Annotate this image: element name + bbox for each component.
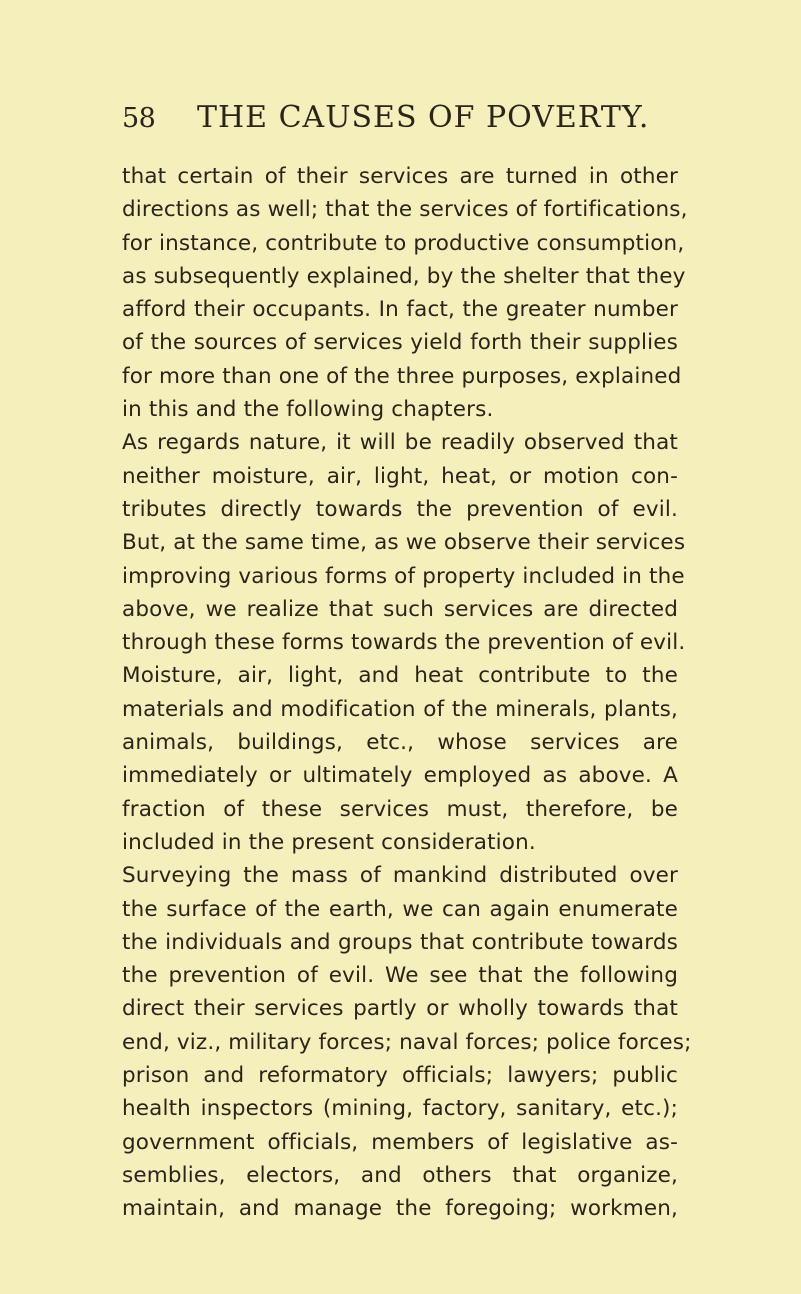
text-line: maintain, and manage the foregoing; workmen, (122, 1196, 678, 1222)
text-line: the prevention of evil. We see that the following (122, 963, 678, 989)
text-line: as subsequently explained, by the shelter that they (122, 263, 686, 289)
page-number: 58 (122, 103, 156, 134)
text-line: the individuals and groups that contribute towards (122, 929, 678, 955)
text-line: health inspectors (mining, factory, sanitary, etc.); (122, 1096, 678, 1122)
text-line: above, we realize that such services are directed (122, 596, 678, 622)
text-line: animals, buildings, etc., whose services are (122, 730, 678, 756)
text-line: But, at the same time, as we observe their services (122, 530, 686, 556)
text-line: fraction of these services must, therefore, be (122, 796, 678, 822)
text-line: immediately or ultimately employed as above. A (122, 763, 678, 789)
text-line: neither moisture, air, light, heat, or motion con- (122, 463, 678, 489)
text-line: directions as well; that the services of fortifications, (122, 197, 688, 223)
paragraph-start-line: Surveying the mass of mankind distributed over (122, 863, 678, 889)
text-line: for more than one of the three purposes, explained (122, 363, 682, 389)
text-line: materials and modification of the minerals, plants, (122, 696, 678, 722)
text-line: the surface of the earth, we can again enumerate (122, 896, 678, 922)
text-line: that certain of their services are turned in other (122, 164, 678, 189)
text-line: tributes directly towards the prevention of evil. (122, 496, 678, 522)
text-line: Moisture, air, light, and heat contribute to the (122, 663, 678, 689)
text-line: semblies, electors, and others that organize, (122, 1162, 678, 1188)
text-line: for instance, contribute to productive consumption, (122, 230, 685, 256)
text-line: end, viz., military forces; naval forces; police forces; (122, 1029, 692, 1055)
running-head: THE CAUSES OF POVERTY. (197, 100, 650, 135)
text-line: prison and reformatory officials; lawyers; public (122, 1063, 678, 1089)
text-line: improving various forms of property included in the (122, 563, 685, 589)
text-line: direct their services partly or wholly towards that (122, 996, 678, 1022)
text-line: in this and the following chapters. (122, 397, 494, 423)
text-line: included in the present consideration. (122, 829, 536, 855)
text-line: afford their occupants. In fact, the greater number (122, 297, 678, 323)
body-text (122, 160, 692, 1226)
text-line: of the sources of services yield forth their supplies (122, 330, 678, 356)
text-line: government officials, members of legislative as- (122, 1129, 678, 1155)
page-header (122, 92, 678, 142)
paragraph-start-line: As regards nature, it will be readily observed that (122, 430, 678, 456)
text-line: through these forms towards the prevention of evil. (122, 630, 686, 656)
